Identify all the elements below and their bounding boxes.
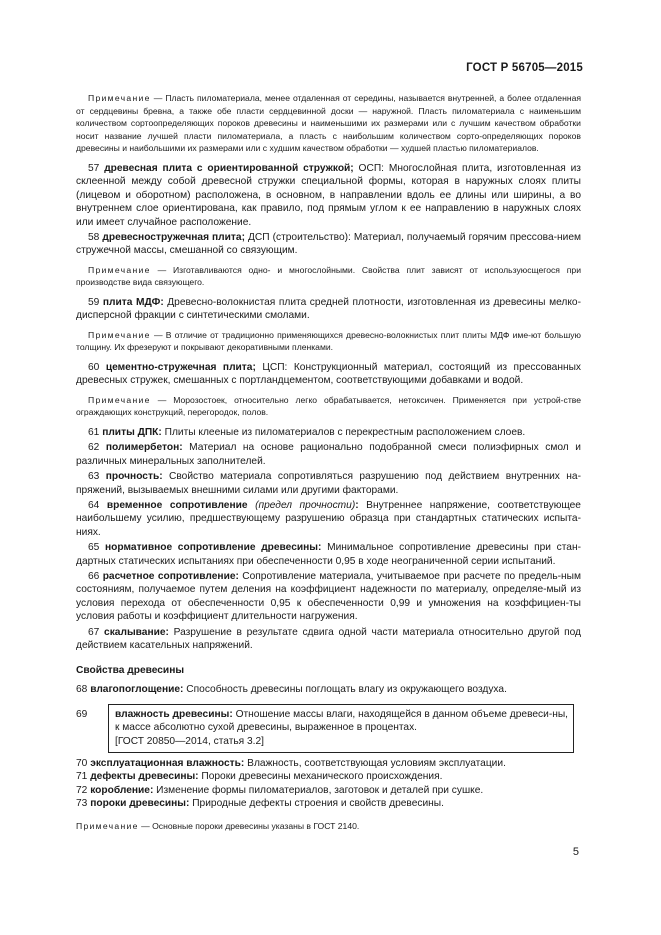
term-number: 64 (88, 500, 100, 512)
term-65 (76, 541, 581, 568)
term-number: 72 (76, 784, 88, 796)
term-title: временное сопротивление (106, 500, 248, 512)
note-label: Примечание (88, 264, 151, 275)
note-label: Примечание (88, 329, 151, 340)
term-title: нормативное сопротивление древесины: (105, 542, 322, 554)
page-number: 5 (572, 846, 579, 858)
term-definition: Плиты клееные из пиломатериалов с перекрестным расположением слоев. (161, 427, 526, 438)
term-title: влажность древесины: (115, 708, 233, 720)
note-tssp (76, 394, 581, 419)
term-synonym: (предел прочности) (255, 500, 356, 512)
term-63 (76, 470, 581, 497)
note-text: — Основные пороки древесины указаны в ГОСТ 2140. (141, 820, 360, 831)
term-definition: ОСП: Многослойная плита, изготовленная из склеенной между собой древесной стружки специальной формы, которая в наружных слоях плиты (лицевом и оборотном) расположена, в основном, в направлении вдоль ее длины или ширины, а во внутреннем слое ориентирована, как правило, под прямым углом к ее направлению в наружных слоях или имеет случайное расположение. (76, 162, 581, 228)
term-number: 69 (76, 708, 88, 720)
term-number: 63 (88, 471, 100, 483)
term-title: плита МДФ: (102, 297, 164, 308)
term-definition: Минимальное сопротивление древесины при стан-дартных статических испытаниях при обеспеченности 0,95 в ходе неограниченной серии испытаний. (76, 542, 581, 567)
note-dsp (76, 264, 581, 289)
note-label: Примечание (76, 820, 139, 831)
term-68 (76, 683, 581, 696)
term-number: 67 (88, 626, 100, 638)
note-text: — Пласть пиломатериала, менее отдаленная от середины, называется внутренней, а более отдаленная от сердцевины бревна, а также обе пласти сердцевинной доски — наружной. Пласть пиломатериала с наименьшим количеством сортоопределяющих пороков древесины и наименьшими их размерами или с лучшим качеством обработки носит название лучшей пласти пиломатериала, а пласть с наибольшим количеством сорто-определяющих пороков древесины и наибольшими их размерами или с худшим качеством обработки — худшей пластью пиломатериалов. (76, 93, 581, 154)
term-definition: Отношение массы влаги, находящейся в данном объеме древеси-ны, к массе абсолютно сухой древесины, выраженное в процентах. (115, 708, 569, 734)
term-67 (76, 626, 581, 653)
standard-header: ГОСТ Р 56705—2015 (466, 62, 583, 74)
term-62 (76, 441, 581, 468)
term-title: цементно-стружечная плита; (105, 362, 256, 373)
term-definition: Внутреннее напряжение, соответствующее наибольшему усилию, предшествующему разрушению образца при стандартных статических испыта-ниях. (76, 500, 581, 538)
term-72 (76, 784, 581, 797)
term-73 (76, 797, 581, 810)
term-title: расчетное сопротивление: (102, 571, 239, 583)
term-title: эксплуатационная влажность: (90, 757, 245, 769)
term-number: 58 (88, 232, 100, 243)
term-title: влагопоглощение: (90, 683, 184, 695)
term-66 (76, 570, 581, 624)
note-pласть (76, 92, 581, 155)
note-text: — Морозостоек, относительно легко обрабатывается, нетоксичен. Применяется при устрой-стве ограждающих конструкций, перегородок, полов. (76, 394, 582, 418)
term-definition: Изменение формы пиломатериалов, заготовок и деталей при сушке. (153, 784, 484, 796)
term-number: 61 (88, 427, 100, 438)
term-71 (76, 770, 581, 783)
term-definition: Влажность, соответствующая условиям эксплуатации. (244, 757, 506, 769)
term-title: дефекты древесины: (90, 771, 199, 783)
term-number: 57 (88, 162, 100, 174)
term-definition: Природные дефекты строения и свойств древесины. (189, 798, 444, 810)
note-label: Примечание (88, 394, 151, 405)
term-definition: Древесно-волокнистая плита средней плотности, изготовленная из древесины мелко-дисперсной фракции с синтетическими смолами. (76, 297, 581, 322)
note-mdf (76, 329, 581, 354)
term-definition: Сопротивление материала, учитываемое при расчете по предель-ным состояниям, получаемое путем деления на коэффициент надежности по материалу, определяе-мый из условия перехода от обеспеченности 0,95 к обеспеченности 0,99 и умножения на коэффициен-ты условия работы и коэффициент длительности нагружения. (76, 571, 581, 623)
note-text: — Изготавливаются одно- и многослойными. Свойства плит зависят от используюсщегося при производстве вида связующего. (76, 264, 581, 288)
note-poroki (76, 820, 581, 833)
term-colon: : (355, 500, 359, 512)
term-title: пороки древесины: (90, 798, 190, 810)
term-number: 68 (76, 683, 88, 695)
term-58 (76, 231, 581, 258)
term-number: 59 (88, 297, 100, 308)
term-title: полимербетон: (105, 442, 183, 454)
term-definition: Разрушение в результате сдвига одной части материала относительно другой под действием касательных напряжений. (76, 626, 581, 652)
term-69-row (76, 704, 581, 749)
term-title: коробление: (90, 784, 154, 796)
term-definition: Материал на основе рационально подобранной смеси полиэфирных смол и различных минеральных заполнителей. (76, 442, 581, 467)
term-number: 73 (76, 798, 88, 810)
term-title: прочность: (105, 471, 163, 483)
term-57 (76, 162, 581, 229)
term-definition: ДСП (строительство): Материал, получаемый горячим прессова-нием стружечной массы, смешанной со связующим. (76, 232, 581, 257)
term-definition: Способность древесины поглощать влагу из окружающего воздуха. (183, 683, 507, 695)
term-69-box (108, 704, 574, 753)
term-64 (76, 499, 581, 539)
term-definition: Пороки древесины механического происхождения. (198, 771, 443, 783)
term-number: 71 (76, 771, 88, 783)
note-label: Примечание (88, 93, 151, 103)
term-60 (76, 361, 581, 388)
term-number: 70 (76, 757, 88, 769)
term-title: скалывание: (104, 626, 169, 638)
term-70 (76, 757, 581, 770)
term-61 (76, 426, 581, 439)
term-number: 62 (88, 442, 100, 454)
term-reference: [ГОСТ 20850—2014, статья 3.2] (115, 735, 265, 747)
term-definition: ЦСП: Конструкционный материал, состоящий из прессованных древесных стружек, смешанных с портландцементом, соответствующими добавками и водой. (76, 362, 581, 387)
term-title: плиты ДПК: (102, 427, 162, 438)
term-number: 60 (88, 362, 100, 373)
term-title: древесная плита с ориентированной стружкой; (104, 162, 354, 174)
term-definition: Свойство материала сопротивляться разрушению под действием внутренних на-пряжений, вызываемых внешними силами или другими факторами. (76, 471, 581, 496)
term-title: древесностружечная плита; (102, 232, 245, 243)
term-59 (76, 296, 581, 323)
document-body (76, 92, 581, 839)
term-69-text (115, 708, 568, 735)
section-title: Свойства древесины (76, 664, 185, 676)
term-number: 65 (88, 542, 100, 554)
note-text: — В отличие от традиционно применяющихся древесно-волокнистых плит плиты МДФ име-ют большую толщину. Их фрезеруют и покрывают декоративными пленками. (76, 329, 582, 353)
term-number: 66 (88, 571, 100, 583)
